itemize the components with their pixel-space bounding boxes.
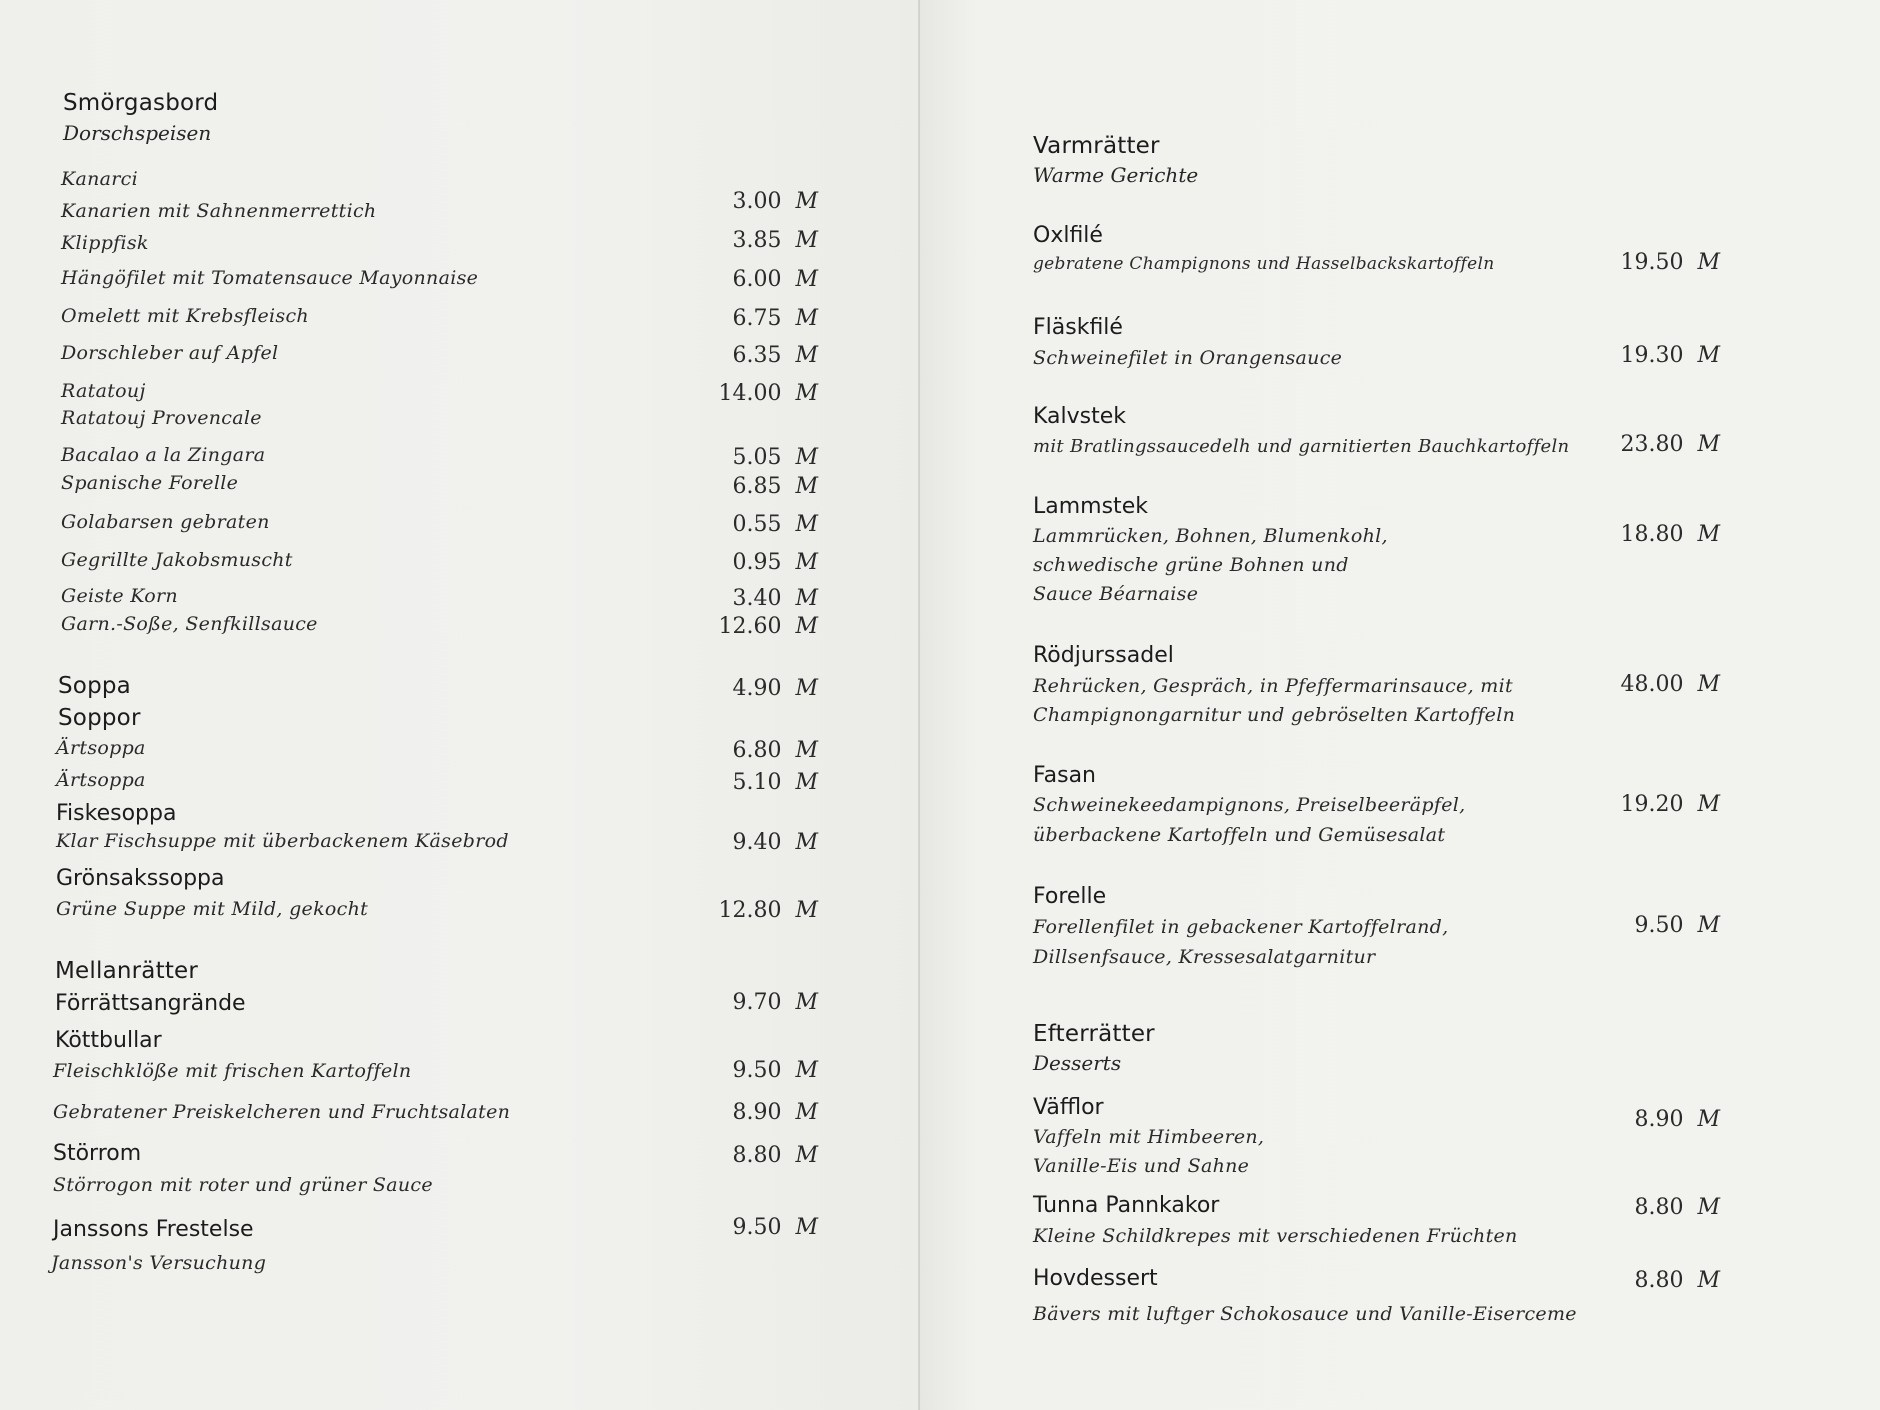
menu-item-name: Fiskesoppa bbox=[56, 801, 177, 826]
menu-item-price: 9.50 M bbox=[732, 1215, 818, 1240]
menu-item-name: Forelle bbox=[1033, 884, 1107, 909]
menu-item-name: Fläskfilé bbox=[1033, 315, 1123, 340]
menu-item-text: gebratene Champignons und Hasselbackskartoffeln bbox=[1033, 254, 1495, 274]
menu-item-price: 9.50 M bbox=[1634, 913, 1720, 938]
menu-item-price: 3.85 M bbox=[732, 228, 818, 253]
menu-item-text: überbackene Kartoffeln und Gemüsesalat bbox=[1033, 824, 1446, 846]
menu-item-price: 9.70 M bbox=[732, 990, 818, 1015]
menu-item-price: 4.90 M bbox=[732, 676, 818, 701]
menu-item-price: 8.80 M bbox=[1634, 1268, 1720, 1293]
menu-item-price: 6.00 M bbox=[732, 267, 818, 292]
menu-item-text: Geiste Korn bbox=[61, 585, 178, 607]
menu-item-text: Kanarci bbox=[61, 168, 138, 190]
menu-item-price: 23.80 M bbox=[1620, 432, 1720, 457]
menu-item-price: 12.80 M bbox=[718, 898, 818, 923]
menu-item-text: Forellenfilet in gebackener Kartoffelrand, bbox=[1033, 916, 1449, 938]
menu-item-text: Bacalao a la Zingara bbox=[61, 444, 266, 466]
menu-item-price: 0.55 M bbox=[732, 512, 818, 537]
menu-item-text: Vanille-Eis und Sahne bbox=[1033, 1155, 1250, 1177]
menu-item-name: Förrättsangrände bbox=[55, 991, 246, 1016]
menu-item-name: Väfflor bbox=[1033, 1095, 1104, 1120]
menu-item-name: Störrom bbox=[53, 1141, 142, 1166]
menu-item-text: Ärtsoppa bbox=[56, 769, 146, 791]
menu-item-text: Garn.-Soße, Senfkillsauce bbox=[61, 613, 318, 635]
section-title-efterratter: Efterrätter bbox=[1033, 1021, 1155, 1047]
right-page bbox=[920, 0, 1880, 1410]
menu-item-price: 8.90 M bbox=[1634, 1107, 1720, 1132]
menu-item-text: Störrogon mit roter und grüner Sauce bbox=[53, 1174, 433, 1196]
menu-item-price: 8.80 M bbox=[732, 1143, 818, 1168]
menu-item-price: 12.60 M bbox=[718, 614, 818, 639]
menu-item-name: Lammstek bbox=[1033, 494, 1148, 519]
section-title-varmratter: Varmrätter bbox=[1033, 133, 1160, 159]
menu-item-price: 19.50 M bbox=[1620, 250, 1720, 275]
menu-item-text: Dorschleber auf Apfel bbox=[61, 342, 279, 364]
menu-item-price: 14.00 M bbox=[718, 381, 818, 406]
menu-item-price: 3.00 M bbox=[732, 189, 818, 214]
menu-item-text: Bävers mit luftger Schokosauce und Vanille-Eiserceme bbox=[1033, 1303, 1577, 1325]
menu-item-text: Klar Fischsuppe mit überbackenem Käsebrod bbox=[56, 830, 509, 852]
menu-item-name: Kalvstek bbox=[1033, 404, 1127, 429]
menu-item-text: Jansson's Versuchung bbox=[51, 1252, 267, 1274]
section-subtitle-varmratter: Warme Gerichte bbox=[1033, 163, 1199, 187]
menu-item-price: 18.80 M bbox=[1620, 522, 1720, 547]
menu-item-text: Klippfisk bbox=[61, 232, 149, 254]
menu-item-text: Kanarien mit Sahnenmerrettich bbox=[61, 200, 377, 222]
menu-item-text: Omelett mit Krebsfleisch bbox=[61, 305, 309, 327]
menu-item-price: 0.95 M bbox=[732, 550, 818, 575]
menu-item-text: Champignongarnitur und gebröselten Kartoffeln bbox=[1033, 704, 1516, 726]
menu-item-price: 19.20 M bbox=[1620, 792, 1720, 817]
menu-item-name: Janssons Frestelse bbox=[53, 1217, 254, 1242]
menu-item-price: 48.00 M bbox=[1620, 672, 1720, 697]
menu-item-text: Spanische Forelle bbox=[61, 472, 239, 494]
section-subtitle-smorgasbord: Dorschspeisen bbox=[63, 121, 212, 145]
menu-item-text: Golabarsen gebraten bbox=[61, 511, 270, 533]
menu-item-price: 9.40 M bbox=[732, 830, 818, 855]
menu-item-text: Ärtsoppa bbox=[56, 737, 146, 759]
menu-item-text: Grüne Suppe mit Mild, gekocht bbox=[56, 898, 369, 920]
menu-item-price: 6.75 M bbox=[732, 306, 818, 331]
menu-item-price: 8.80 M bbox=[1634, 1195, 1720, 1220]
menu-item-price: 6.35 M bbox=[732, 343, 818, 368]
section-title-soppa: Soppa bbox=[58, 673, 131, 699]
section-title-smorgasbord: Smörgasbord bbox=[63, 90, 219, 116]
menu-item-text: Dillsenfsauce, Kressesalatgarnitur bbox=[1033, 946, 1376, 968]
menu-item-text: Lammrücken, Bohnen, Blumenkohl, bbox=[1033, 525, 1388, 547]
menu-item-name: Tunna Pannkakor bbox=[1033, 1193, 1220, 1218]
menu-item-name: Fasan bbox=[1033, 763, 1097, 788]
section-title-mellanratter: Mellanrätter bbox=[55, 958, 199, 984]
menu-item-text: schwedische grüne Bohnen und bbox=[1033, 554, 1349, 576]
menu-item-text: Sauce Béarnaise bbox=[1033, 583, 1199, 605]
menu-item-price: 5.05 M bbox=[732, 445, 818, 470]
menu-item-text: Schweinefilet in Orangensauce bbox=[1033, 347, 1343, 369]
menu-item-name: Hovdessert bbox=[1033, 1266, 1158, 1291]
menu-item-price: 8.90 M bbox=[732, 1100, 818, 1125]
menu-item-price: 3.40 M bbox=[732, 586, 818, 611]
menu-item-text: Vaffeln mit Himbeeren, bbox=[1033, 1126, 1265, 1148]
menu-item-name: Grönsakssoppa bbox=[56, 866, 225, 891]
menu-item-text: Ratatouj Provencale bbox=[61, 407, 262, 429]
section-subtitle-soppa: Soppor bbox=[58, 705, 141, 731]
menu-item-price: 6.80 M bbox=[732, 738, 818, 763]
menu-item-text: Gegrillte Jakobsmuscht bbox=[61, 549, 293, 571]
menu-item-name: Rödjurssadel bbox=[1033, 643, 1174, 668]
menu-item-price: 19.30 M bbox=[1620, 343, 1720, 368]
menu-item-text: Fleischklöße mit frischen Kartoffeln bbox=[53, 1060, 412, 1082]
menu-item-text: Kleine Schildkrepes mit verschiedenen Früchten bbox=[1033, 1225, 1518, 1247]
menu-item-price: 5.10 M bbox=[732, 770, 818, 795]
menu-item-name: Köttbullar bbox=[55, 1028, 162, 1053]
menu-item-price: 9.50 M bbox=[732, 1058, 818, 1083]
menu-item-text: Hängöfilet mit Tomatensauce Mayonnaise bbox=[61, 267, 479, 289]
menu-item-name: Oxlfilé bbox=[1033, 223, 1103, 248]
menu-item-text: Ratatouj bbox=[61, 380, 146, 402]
menu-item-text: Schweinekeedampignons, Preiselbeeräpfel, bbox=[1033, 794, 1466, 816]
section-subtitle-efterratter: Desserts bbox=[1033, 1051, 1122, 1075]
menu-item-text: mit Bratlingssaucedelh und garnitierten Bauchkartoffeln bbox=[1033, 436, 1570, 457]
menu-item-text: Rehrücken, Gespräch, in Pfeffermarinsauce, mit bbox=[1033, 675, 1513, 697]
menu-item-text: Gebratener Preiskelcheren und Fruchtsalaten bbox=[53, 1101, 511, 1123]
menu-item-price: 6.85 M bbox=[732, 474, 818, 499]
left-page bbox=[0, 0, 920, 1410]
